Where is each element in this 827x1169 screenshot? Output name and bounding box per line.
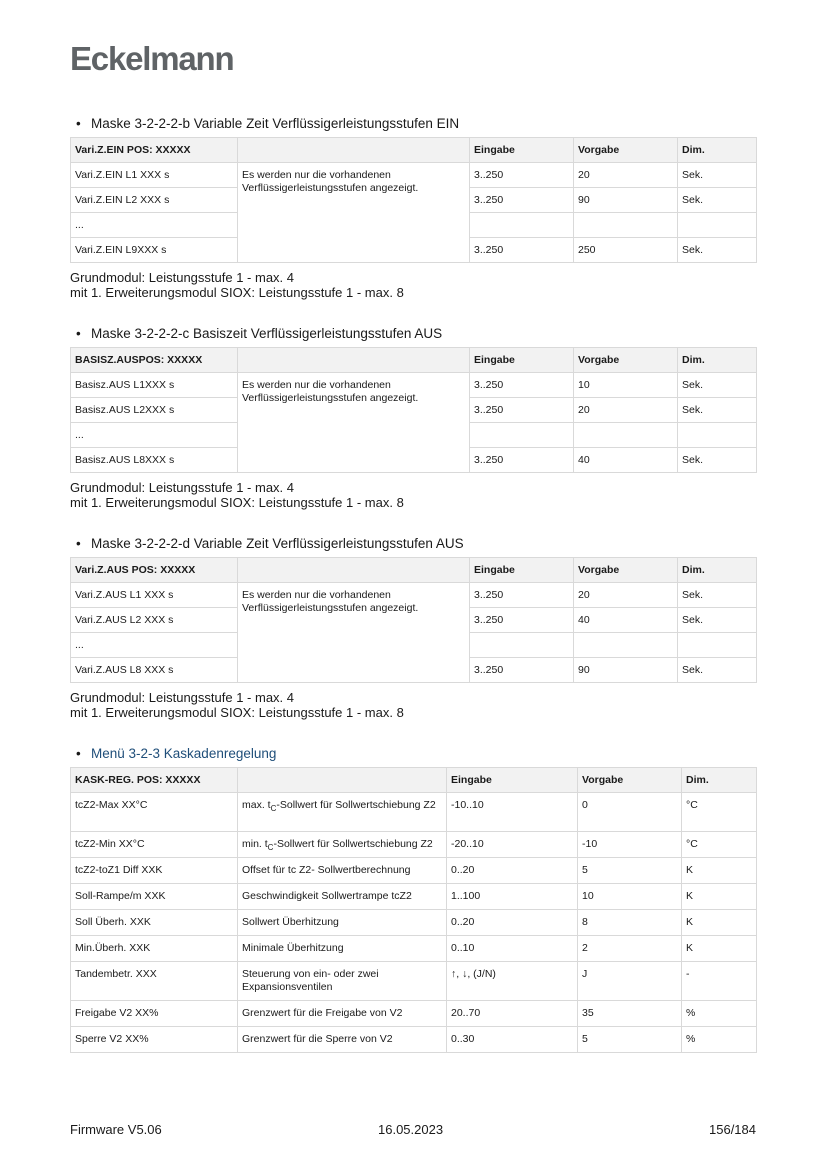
table-header-row xyxy=(71,138,757,163)
dim-cell: K xyxy=(682,936,757,962)
header-cell xyxy=(238,348,470,373)
default-cell: 40 xyxy=(574,448,678,473)
section-basisz-aus xyxy=(70,325,756,510)
bullet-icon: • xyxy=(76,116,81,131)
note-line: Grundmodul: Leistungsstufe 1 - max. 4 xyxy=(70,480,295,495)
note-line: mit 1. Erweiterungsmodul SIOX: Leistungsstufe 1 - max. 8 xyxy=(70,285,404,300)
header-cell: KASK-REG. POS: XXXXX xyxy=(71,768,238,793)
default-cell: 20 xyxy=(574,398,678,423)
input-range-cell xyxy=(470,213,574,238)
default-cell: 5 xyxy=(578,858,682,884)
section-vari-z-aus xyxy=(70,535,756,720)
header-cell: Dim. xyxy=(682,768,757,793)
kaskade-table xyxy=(70,767,757,1053)
default-cell: 10 xyxy=(578,884,682,910)
default-cell: 10 xyxy=(574,373,678,398)
description-cell: Grenzwert für die Sperre von V2 xyxy=(238,1027,447,1053)
param-cell: Basisz.AUS L1XXX s xyxy=(71,373,238,398)
dim-cell: Sek. xyxy=(678,373,757,398)
default-cell: 2 xyxy=(578,936,682,962)
input-range-cell: 0..10 xyxy=(447,936,578,962)
input-range-cell: 1..100 xyxy=(447,884,578,910)
note-line: mit 1. Erweiterungsmodul SIOX: Leistungsstufe 1 - max. 8 xyxy=(70,495,404,510)
default-cell xyxy=(574,423,678,448)
param-cell: Tandembetr. XXX xyxy=(71,962,238,1001)
dim-cell: Sek. xyxy=(678,398,757,423)
input-range-cell: ↑, ↓, (J/N) xyxy=(447,962,578,1001)
dim-cell: Sek. xyxy=(678,608,757,633)
default-cell: 90 xyxy=(574,188,678,213)
header-cell xyxy=(238,558,470,583)
footer-page-number: 156/184 xyxy=(709,1122,756,1137)
input-range-cell xyxy=(470,423,574,448)
dim-cell: °C xyxy=(682,793,757,832)
menu-link-kaskadenregelung[interactable]: • Menü 3-2-3 Kaskadenregelung xyxy=(76,746,277,761)
description-cell: Offset für tc Z2- Sollwertberechnung xyxy=(238,858,447,884)
table-row xyxy=(71,1027,757,1053)
parameter-table xyxy=(70,137,757,263)
dim-cell: - xyxy=(682,962,757,1001)
table-row xyxy=(71,373,757,398)
bullet-icon: • xyxy=(76,326,81,341)
parameter-table xyxy=(70,557,757,683)
footer-firmware: Firmware V5.06 xyxy=(70,1122,162,1137)
param-cell: Freigabe V2 XX% xyxy=(71,1001,238,1027)
table-row xyxy=(71,832,757,858)
param-cell: Vari.Z.AUS L1 XXX s xyxy=(71,583,238,608)
section-heading: • Maske 3-2-2-2-d Variable Zeit Verflüssigerleistungsstufen AUS xyxy=(76,536,464,551)
dim-cell: Sek. xyxy=(678,238,757,263)
description-cell: Es werden nur die vorhandenen Verflüssigerleistungsstufen angezeigt. xyxy=(238,583,470,683)
table-header-row xyxy=(71,558,757,583)
param-cell: Vari.Z.AUS L2 XXX s xyxy=(71,608,238,633)
table-row xyxy=(71,583,757,608)
input-range-cell: 3..250 xyxy=(470,373,574,398)
section-kaskadenregelung xyxy=(70,745,756,1053)
section-vari-z-ein xyxy=(70,115,756,300)
default-cell xyxy=(574,633,678,658)
description-cell: Steuerung von ein- oder zwei Expansionsventilen xyxy=(238,962,447,1001)
description-cell: Es werden nur die vorhandenen Verflüssigerleistungsstufen angezeigt. xyxy=(238,163,470,263)
section-heading: • Maske 3-2-2-2-b Variable Zeit Verflüssigerleistungsstufen EIN xyxy=(76,116,460,131)
param-cell: Soll Überh. XXK xyxy=(71,910,238,936)
dim-cell: Sek. xyxy=(678,163,757,188)
param-cell: ... xyxy=(71,423,238,448)
input-range-cell: 0..30 xyxy=(447,1027,578,1053)
description-cell: max. $t_C$-Sollwert für Sollwertschiebung Z2 xyxy=(238,793,447,832)
param-cell: Vari.Z.EIN L9XXX s xyxy=(71,238,238,263)
param-cell: Vari.Z.EIN L1 XXX s xyxy=(71,163,238,188)
default-cell: 8 xyxy=(578,910,682,936)
eckelmann-logo: Eckelmann xyxy=(70,40,234,77)
footer-date: 16.05.2023 xyxy=(378,1122,444,1137)
param-cell: tcZ2-Min XX°C xyxy=(71,832,238,858)
input-range-cell: 3..250 xyxy=(470,658,574,683)
section-notes xyxy=(70,270,756,300)
description-cell: min. $t_C$-Sollwert für Sollwertschiebung Z2 xyxy=(238,832,447,858)
default-cell: 250 xyxy=(574,238,678,263)
table-header-row xyxy=(71,348,757,373)
default-cell: -10 xyxy=(578,832,682,858)
input-range-cell: 0..20 xyxy=(447,910,578,936)
header-cell: Vorgabe xyxy=(574,348,678,373)
param-cell: Vari.Z.AUS L8 XXX s xyxy=(71,658,238,683)
dim-cell: Sek. xyxy=(678,658,757,683)
param-cell: Soll-Rampe/m XXK xyxy=(71,884,238,910)
note-line: mit 1. Erweiterungsmodul SIOX: Leistungsstufe 1 - max. 8 xyxy=(70,705,404,720)
section-heading: • Maske 3-2-2-2-c Basiszeit Verflüssigerleistungsstufen AUS xyxy=(76,326,443,341)
param-cell: tcZ2-Max XX°C xyxy=(71,793,238,832)
description-cell: Minimale Überhitzung xyxy=(238,936,447,962)
section-notes xyxy=(70,480,756,510)
header-cell: Vari.Z.AUS POS: XXXXX xyxy=(71,558,238,583)
input-range-cell: 3..250 xyxy=(470,163,574,188)
default-cell: J xyxy=(578,962,682,1001)
input-range-cell: 3..250 xyxy=(470,188,574,213)
header-cell: Vorgabe xyxy=(578,768,682,793)
default-cell: 20 xyxy=(574,583,678,608)
header-cell: Eingabe xyxy=(470,558,574,583)
header-cell xyxy=(238,768,447,793)
dim-cell: °C xyxy=(682,832,757,858)
input-range-cell: 3..250 xyxy=(470,398,574,423)
param-cell: Basisz.AUS L8XXX s xyxy=(71,448,238,473)
input-range-cell xyxy=(470,633,574,658)
header-cell: Eingabe xyxy=(470,348,574,373)
header-cell: Dim. xyxy=(678,558,757,583)
table-row xyxy=(71,910,757,936)
input-range-cell: 20..70 xyxy=(447,1001,578,1027)
table-row xyxy=(71,163,757,188)
table-row xyxy=(71,936,757,962)
description-cell: Grenzwert für die Freigabe von V2 xyxy=(238,1001,447,1027)
description-cell: Sollwert Überhitzung xyxy=(238,910,447,936)
dim-cell: K xyxy=(682,858,757,884)
default-cell: 20 xyxy=(574,163,678,188)
dim-cell: % xyxy=(682,1001,757,1027)
input-range-cell: 3..250 xyxy=(470,583,574,608)
header-cell: Dim. xyxy=(678,348,757,373)
dim-cell: K xyxy=(682,884,757,910)
input-range-cell: -20..10 xyxy=(447,832,578,858)
header-cell: BASISZ.AUSPOS: XXXXX xyxy=(71,348,238,373)
param-cell: Min.Überh. XXK xyxy=(71,936,238,962)
input-range-cell: 3..250 xyxy=(470,608,574,633)
default-cell: 35 xyxy=(578,1001,682,1027)
table-row xyxy=(71,884,757,910)
default-cell: 0 xyxy=(578,793,682,832)
param-cell: ... xyxy=(71,633,238,658)
param-cell: Sperre V2 XX% xyxy=(71,1027,238,1053)
param-cell: ... xyxy=(71,213,238,238)
header-cell xyxy=(238,138,470,163)
header-cell: Vorgabe xyxy=(574,558,678,583)
default-cell: 40 xyxy=(574,608,678,633)
bullet-icon: • xyxy=(76,536,81,551)
input-range-cell: 3..250 xyxy=(470,238,574,263)
default-cell: 5 xyxy=(578,1027,682,1053)
section-notes xyxy=(70,690,756,720)
table-row xyxy=(71,962,757,1001)
description-cell: Es werden nur die vorhandenen Verflüssigerleistungsstufen angezeigt. xyxy=(238,373,470,473)
table-header-row xyxy=(71,768,757,793)
param-cell: tcZ2-toZ1 Diff XXK xyxy=(71,858,238,884)
dim-cell: % xyxy=(682,1027,757,1053)
default-cell: 90 xyxy=(574,658,678,683)
param-cell: Basisz.AUS L2XXX s xyxy=(71,398,238,423)
header-cell: Vorgabe xyxy=(574,138,678,163)
dim-cell: K xyxy=(682,910,757,936)
note-line: Grundmodul: Leistungsstufe 1 - max. 4 xyxy=(70,270,295,285)
dim-cell: Sek. xyxy=(678,583,757,608)
dim-cell xyxy=(678,213,757,238)
param-cell: Vari.Z.EIN L2 XXX s xyxy=(71,188,238,213)
header-cell: Dim. xyxy=(678,138,757,163)
default-cell xyxy=(574,213,678,238)
description-cell: Geschwindigkeit Sollwertrampe tcZ2 xyxy=(238,884,447,910)
dim-cell: Sek. xyxy=(678,188,757,213)
dim-cell: Sek. xyxy=(678,448,757,473)
input-range-cell: 0..20 xyxy=(447,858,578,884)
table-row xyxy=(71,793,757,832)
header-cell: Eingabe xyxy=(447,768,578,793)
note-line: Grundmodul: Leistungsstufe 1 - max. 4 xyxy=(70,690,295,705)
dim-cell xyxy=(678,633,757,658)
input-range-cell: -10..10 xyxy=(447,793,578,832)
table-row xyxy=(71,1001,757,1027)
input-range-cell: 3..250 xyxy=(470,448,574,473)
dim-cell xyxy=(678,423,757,448)
bullet-icon: • xyxy=(76,746,81,761)
table-row xyxy=(71,858,757,884)
header-cell: Vari.Z.EIN POS: XXXXX xyxy=(71,138,238,163)
parameter-table xyxy=(70,347,757,473)
header-cell: Eingabe xyxy=(470,138,574,163)
